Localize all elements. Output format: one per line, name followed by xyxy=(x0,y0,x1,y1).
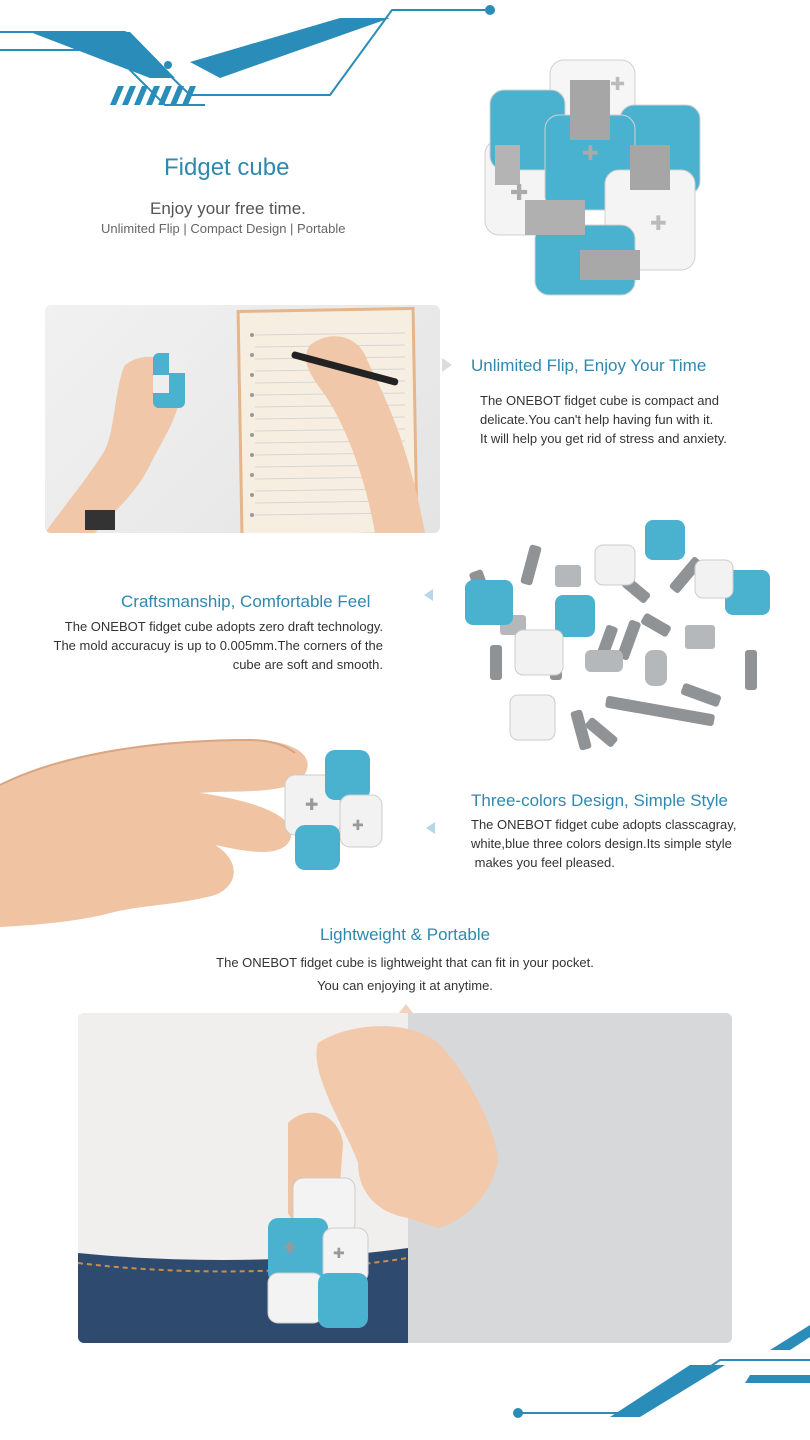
pointer-arrow-2 xyxy=(424,589,433,601)
section-2-line-1: The ONEBOT fidget cube adopts zero draft technology. xyxy=(64,619,383,634)
page-title: Fidget cube xyxy=(164,154,290,181)
parts-image xyxy=(455,515,795,755)
top-circuit-decoration xyxy=(0,0,520,115)
svg-text:✚: ✚ xyxy=(650,211,667,235)
tagline: Enjoy your free time. xyxy=(150,199,306,218)
section-2-heading: Craftsmanship, Comfortable Feel xyxy=(121,592,371,611)
section-1-text xyxy=(480,391,727,448)
section-3-text xyxy=(471,815,736,872)
pointer-arrow-3 xyxy=(426,822,435,834)
section-3-line-3: makes you feel pleased. xyxy=(471,855,615,870)
section-2-line-2: The mold accuracuy is up to 0.005mm.The corners of the xyxy=(53,638,383,653)
section-2-line-3: cube are soft and smooth. xyxy=(232,657,383,672)
section-1-heading: Unlimited Flip, Enjoy Your Time xyxy=(471,356,707,375)
section-4-line-2: You can enjoying it at anytime. xyxy=(317,978,493,993)
section-1-line-1: The ONEBOT fidget cube is compact and xyxy=(480,393,719,408)
section-3-line-1: The ONEBOT fidget cube adopts classcagray, xyxy=(471,817,737,832)
svg-text:✚: ✚ xyxy=(582,141,599,165)
svg-text:✚: ✚ xyxy=(610,74,626,95)
section-4-text xyxy=(0,951,810,997)
writing-photo xyxy=(45,305,440,533)
svg-text:✚: ✚ xyxy=(510,181,529,206)
bottom-circuit-decoration xyxy=(500,1325,810,1425)
pointer-arrow-4 xyxy=(399,1004,413,1013)
pocket-photo xyxy=(78,1013,732,1343)
section-2-text xyxy=(20,617,383,674)
feature-list: Unlimited Flip | Compact Design | Portable xyxy=(101,221,346,236)
section-1-line-3: It will help you get rid of stress and anxiety. xyxy=(480,431,727,446)
hero-cube-image xyxy=(470,50,710,305)
section-3-line-2: white,blue three colors design.Its simple style xyxy=(471,836,732,851)
section-1-line-2: delicate.You can't help having fun with it. xyxy=(480,412,714,427)
svg-text:✚: ✚ xyxy=(352,818,364,834)
section-3-heading: Three-colors Design, Simple Style xyxy=(471,791,728,810)
svg-text:✚: ✚ xyxy=(333,1246,345,1262)
svg-text:✚: ✚ xyxy=(283,1238,297,1257)
section-4-heading: Lightweight & Portable xyxy=(319,925,491,944)
pointer-arrow-1 xyxy=(442,358,452,372)
section-4-line-1: The ONEBOT fidget cube is lightweight that can fit in your pocket. xyxy=(216,955,594,970)
svg-text:✚: ✚ xyxy=(305,795,319,814)
hand-with-cube-image xyxy=(0,735,400,930)
